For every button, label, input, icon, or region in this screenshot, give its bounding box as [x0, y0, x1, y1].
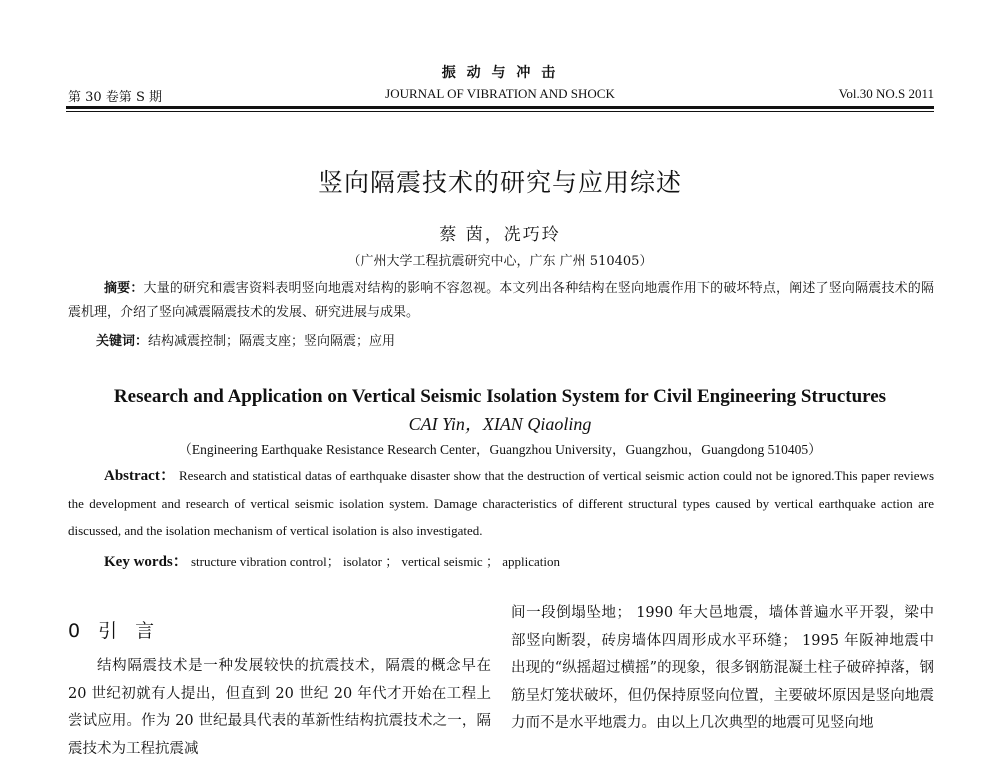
- authors-en: CAI Yin，XIAN Qiaoling: [408, 414, 592, 434]
- paper-title-en: Research and Application on Vertical Seismic Isolation System for Civil Engineering Structures: [113, 386, 887, 407]
- abstract-label-en: Abstract：: [104, 468, 176, 484]
- keywords-cn: [96, 330, 395, 349]
- authors-cn: 蔡 茵，冼巧玲: [439, 225, 561, 245]
- abstract-text-cn: 大量的研究和震害资料表明竖向地震对结构的影响不容忽视。本文列出各种结构在竖向地震作用下的破坏特点，阐述了竖向隔震技术的隔震机理，介绍了竖向减震隔震技术的发展、研究进展与成果。: [68, 281, 934, 320]
- affiliation-en: （Engineering Earthquake Resistance Research Center，Guangzhou University，Guangzhou，Guangdong 510405）: [178, 442, 822, 457]
- header-rule-thick: [66, 106, 934, 109]
- abstract-cn: [68, 277, 934, 325]
- abstract-text-en: Research and statistical datas of earthquake disaster show that the destruction of vertical seismic action could not be ignored.This paper reviews the development and research of vertical seismic isolation system. Damage characteristics of different structural types caused by vertical earthquake action are discussed, and the isolation mechanism of vertical isolation is also investigated.: [68, 468, 935, 538]
- affiliation-cn: （广州大学工程抗震研究中心，广东 广州 510405）: [347, 254, 653, 269]
- keywords-text-cn: 结构减震控制；隔震支座；竖向隔震；应用: [148, 334, 396, 349]
- abstract-en: [68, 462, 934, 544]
- keywords-label-en: Key words：: [104, 554, 188, 570]
- body-paragraph-right: 间一段倒塌坠地； 1990 年大邑地震，墙体普遍水平开裂，梁中部竖向断裂，砖房墙体四周形成水平环缝； 1995 年阪神地震中出现的“纵摇超过横摇”的现象，很多钢筋混凝土柱子破碎掉落，钢筋呈灯笼状破坏，但仍保持原竖向位置，主要破坏原因是竖向地震力而不是水平地震力。由以上几次典型的地震可见竖向地: [511, 605, 934, 731]
- body-paragraph-left: 结构隔震技术是一种发展较快的抗震技术，隔震的概念早在 20 世纪初就有人提出，但直到 20 世纪 20 年代才开始在工程上尝试应用。作为 20 世纪最具代表的革新性结构抗震技术之一，隔震技术为工程抗震减: [68, 658, 491, 757]
- journal-name-cn: 振 动 与 冲 击: [441, 65, 559, 81]
- section-heading-introduction: 0 引 言: [68, 620, 161, 642]
- keywords-label-cn: 关键词：: [96, 334, 149, 349]
- issue-en: Vol.30 NO.S 2011: [838, 86, 934, 101]
- body-column-right: [511, 600, 934, 738]
- journal-name-en: JOURNAL OF VIBRATION AND SHOCK: [385, 86, 615, 101]
- keywords-en: [104, 550, 560, 571]
- body-column-left: [68, 600, 491, 763]
- paper-title-cn: 竖向隔震技术的研究与应用综述: [317, 168, 682, 197]
- issue-cn: 第 30 卷第 S 期: [68, 90, 162, 105]
- header-rule-thin: [66, 111, 934, 112]
- keywords-text-en: structure vibration control； isolator ； vertical seismic ； application: [191, 554, 560, 569]
- abstract-label-cn: 摘要：: [104, 281, 144, 296]
